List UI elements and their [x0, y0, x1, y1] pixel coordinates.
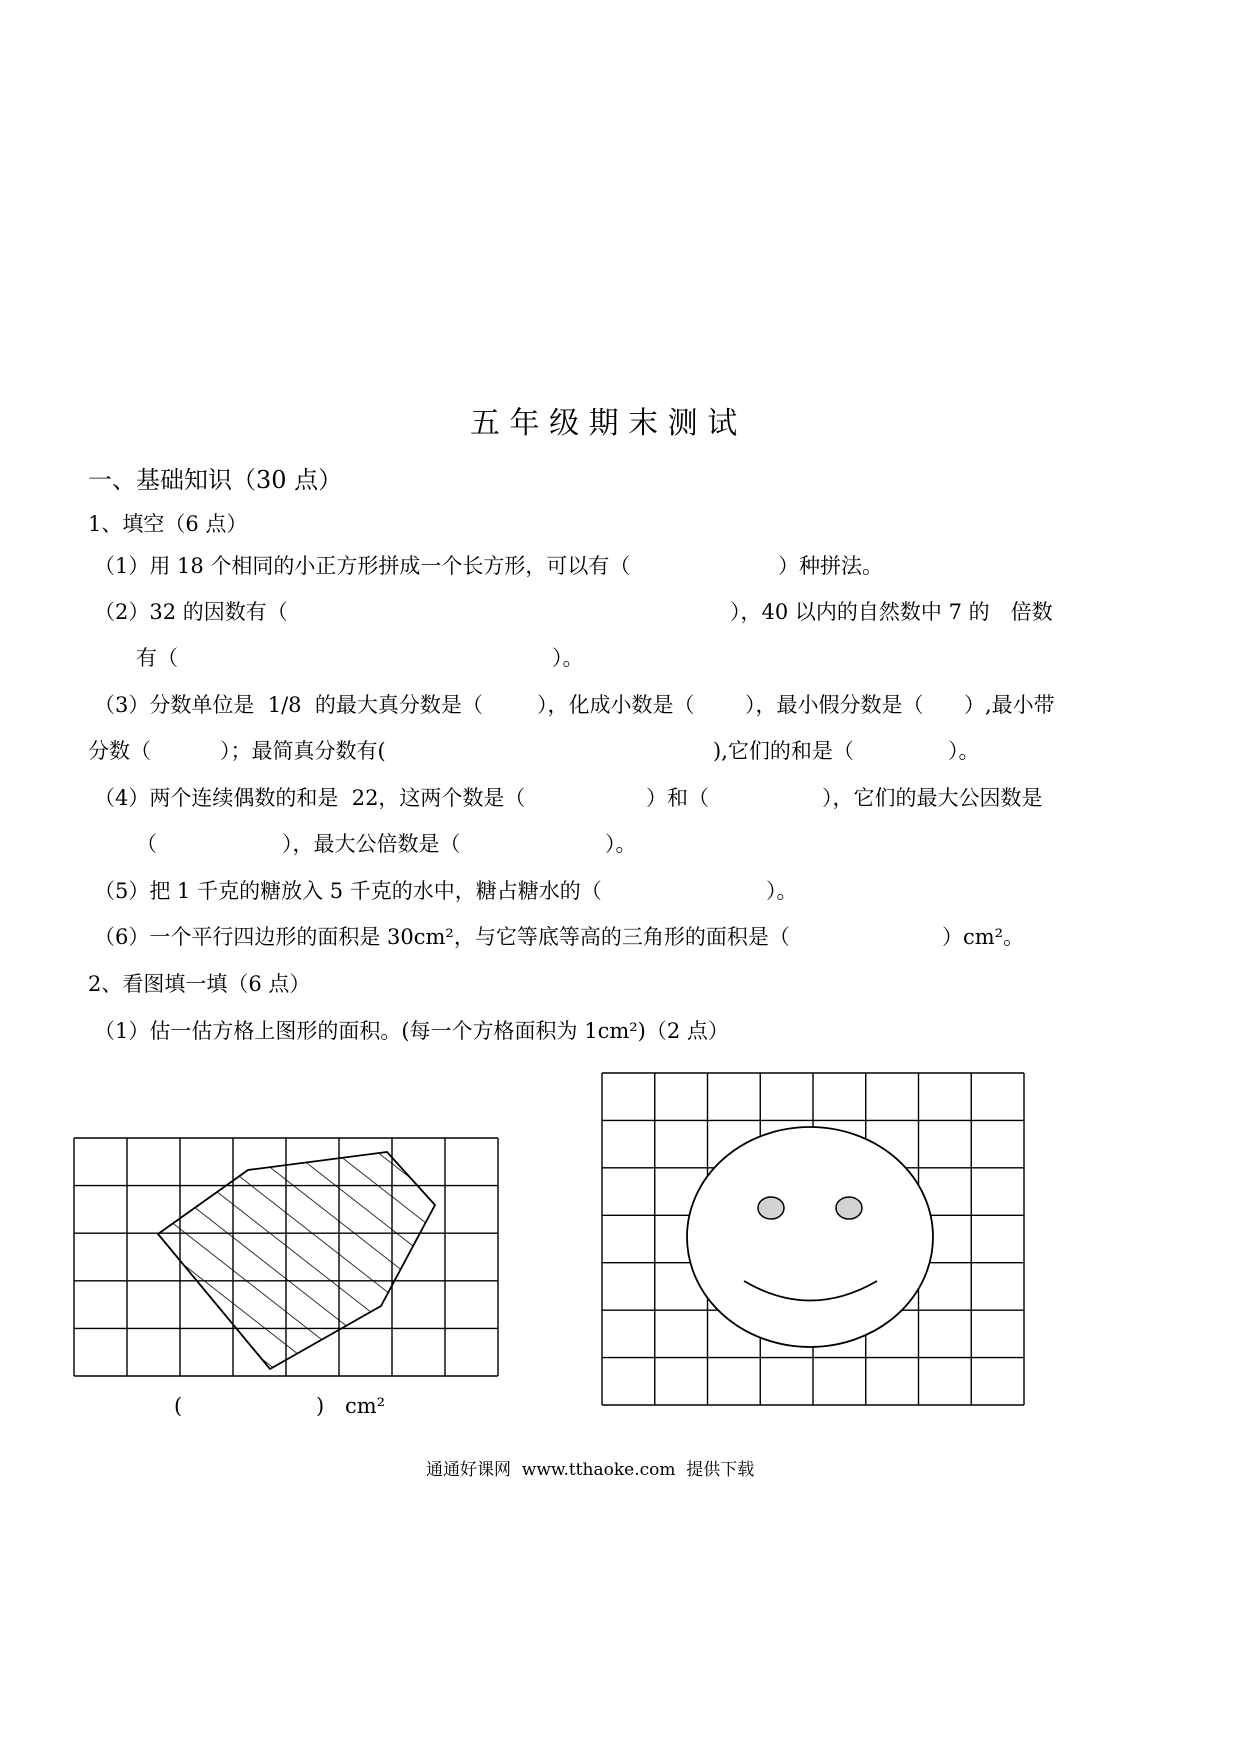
question-2-heading: 2、看图填一填（6 点）: [88, 972, 311, 996]
q1-item4-line2-c: ）。: [605, 832, 637, 856]
q1-item4-line1-c: ），它们的最大公因数是: [822, 786, 1043, 810]
answer-open-paren: (: [174, 1394, 183, 1418]
q1-item4-line2-a: （: [136, 832, 157, 856]
answer-close-paren: ): [316, 1394, 325, 1418]
q1-item1-text: （1）用 18 个相同的小正方形拼成一个长方形，可以有（: [94, 554, 631, 578]
right-eye: [836, 1197, 862, 1219]
q1-item5-text: （5）把 1 千克的糖放入 5 千克的水中，糖占糖水的（: [94, 879, 602, 903]
face-outline: [687, 1127, 933, 1347]
q1-item4-line1-a: （4）两个连续偶数的和是 22，这两个数是（: [94, 786, 526, 810]
q1-item1-text-end: ）种拼法。: [778, 554, 883, 578]
q1-item2-text: （2）32 的因数有（: [94, 600, 288, 624]
q1-item3-line2-a: 分数（: [88, 739, 151, 763]
q1-item3-line2-c: ),它们的和是（: [713, 739, 854, 763]
q1-item4-line1-b: ）和（: [646, 786, 709, 810]
q1-item5-text-end: ）。: [766, 879, 798, 903]
answer-unit: cm²: [345, 1394, 386, 1418]
hatched-polygon: [158, 1152, 435, 1369]
q1-item2-text-mid: ），40 以内的自然数中 7 的 倍数: [730, 600, 1053, 624]
q1-item3-line2-d: ）。: [948, 739, 980, 763]
footer-text: 通通好课网 www.tthaoke.com 提供下载: [426, 1460, 755, 1480]
section-heading: 一、基础知识（30 点）: [88, 466, 343, 494]
left-grid-figure: [70, 1134, 502, 1380]
q1-item2-line2-end: ）。: [552, 646, 584, 670]
q2-item1-text: （1）估一估方格上图形的面积。(每一个方格面积为 1cm²)（2 点）: [94, 1019, 729, 1043]
page-title: 五 年 级 期 末 测 试: [470, 406, 738, 441]
q1-item3-line1-a: （3）分数单位是 1/8 的最大真分数是（: [94, 693, 483, 717]
q1-item6-text-end: ）cm²。: [942, 925, 1025, 949]
q1-item3-line1-c: ），最小假分数是（: [745, 693, 924, 717]
q1-item3-line2-b: ）；最简真分数有(: [220, 739, 386, 763]
q1-item3-line1-b: ），化成小数是（: [537, 693, 695, 717]
q1-item4-line2-b: ），最大公倍数是（: [282, 832, 461, 856]
left-eye: [758, 1197, 784, 1219]
q1-item3-line1-d: ）,最小带: [964, 693, 1055, 717]
question-1-heading: 1、填空（6 点）: [88, 512, 248, 536]
q1-item2-line2: 有（: [136, 646, 178, 670]
q1-item6-text: （6）一个平行四边形的面积是 30cm²，与它等底等高的三角形的面积是（: [94, 925, 790, 949]
right-grid-figure: [598, 1069, 1028, 1409]
